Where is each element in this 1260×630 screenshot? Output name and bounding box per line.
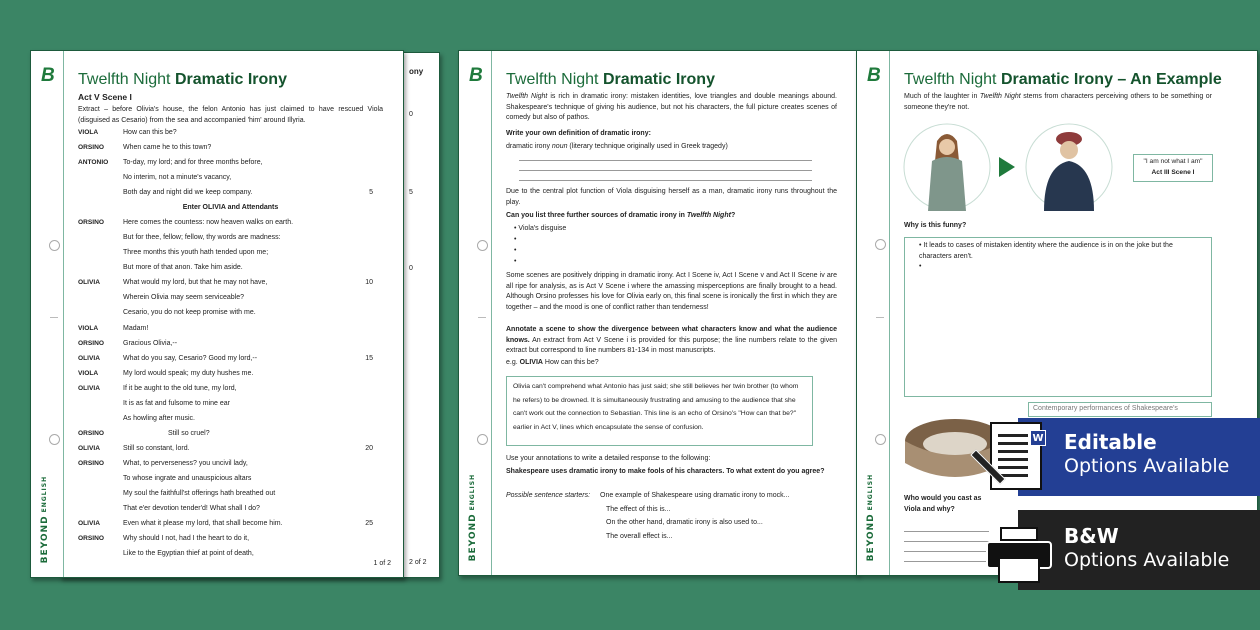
line-text: What, to perverseness? you uncivil lady, [123,459,248,467]
line-text: To-day, my lord; and for three months before, [123,159,263,167]
example-line: e.g. OLIVIA How can this be? [506,359,599,366]
beyond-logo-icon: B [41,65,55,86]
play-line [78,430,383,445]
sources-question: Can you list three further sources of dramatic irony in Twelfth Night? [506,212,736,219]
quote-bubble [1133,154,1213,182]
line-text: Wherein Olivia may seem serviceable? [123,294,244,302]
list-item: • It leads to cases of mistaken identity where the audience is in on the joke but the characters aren't. [919,242,1173,260]
word-letter: W [1030,430,1046,446]
punch-hole [49,434,60,445]
paragraph: Some scenes are positively dripping in dramatic irony. Act I Scene iv, Act I Scene v and Act II Scene iv are all ripe for analysis, as is Act V Scene i where the amassing misperceptions are finally brought to a head. Although Orsino professes his love for Olivia early on, this final scene is ironically the first in which they are together – and the mood is one of conflict rather than tenderness! [506,272,837,311]
speaker-name: VIOLA [78,369,99,377]
play-line [78,340,383,355]
sources-list [514,224,566,268]
margin-line [63,51,64,577]
punch-hole [477,240,488,251]
olivia-illustration [904,124,990,211]
annotate-instruction: Annotate a scene to show the divergence between what characters know and what the audience knows. An extract from Act V Scene i is provided for this purpose; the line numbers relate to the given extract but correspond to line numbers 81-134 in most manuscripts. [506,326,837,354]
play-line [78,234,383,249]
play-line [78,189,383,204]
line-text: To whose ingrate and unauspicious altars [123,474,252,482]
play-line [78,550,383,565]
answer-line[interactable] [519,160,812,161]
line-text: What would my lord, but that he may not have, [123,279,268,287]
answer-line[interactable] [904,561,989,562]
intro-paragraph: Twelfth Night is rich in dramatic irony: mistaken identities, love triangles and double meanings abound. Shakespeare's technique of giving his audience, but not his characters, the full picture creates scenes of comedy but also of pathos. [506,93,837,121]
definition-question: Write your own definition of dramatic irony: [506,130,651,137]
speaker-name: VIOLA [78,324,99,332]
play-line [78,129,383,144]
speaker-name: OLIVIA [78,384,100,392]
line-number: 20 [365,444,373,452]
beyond-logo-icon: B [867,65,881,86]
answer-line[interactable] [904,551,989,552]
page-number: 1 of 2 [373,560,391,567]
line-text: That e'er devotion tender'd! What shall I do? [123,505,260,512]
brand-label: BEYONDENGLISH [866,473,876,561]
extract-intro: Extract – before Olivia's house, the felon Antonio has just claimed to have rescued Viola (disguised as Cesario) from the sea and accompanied 'him' around Illyria. [78,106,383,124]
line-number: 10 [365,279,373,287]
play-line [78,174,383,189]
paragraph: Due to the central plot function of Viola disguising herself as a man, dramatic irony runs throughout the play. [506,188,837,206]
list-item[interactable]: • [514,258,517,265]
definition-prompt: dramatic irony noun (literary technique originally used in Greek tragedy) [506,143,728,150]
beyond-logo-icon: B [469,65,483,86]
speaker-name: ORSINO [78,429,105,437]
back-page-number: 2 of 2 [409,559,427,566]
character-illustrations [902,123,1172,213]
back-title-fragment: ony [409,67,424,76]
play-line [78,370,383,385]
play-line [78,385,383,400]
back-line-number: 0 [409,265,413,272]
line-text: Still so cruel? [168,429,210,437]
punch-hole [875,239,886,250]
bw-options-badge[interactable] [1018,510,1260,590]
list-item: • [919,263,922,270]
line-number: 25 [365,520,373,528]
line-text: What do you say, Cesario? Good my lord,-- [123,354,258,362]
line-text: How can this be? [123,129,177,136]
line-text: Madam! [123,324,149,332]
play-line [78,355,383,370]
list-item[interactable]: • [514,236,517,243]
play-line [78,415,383,430]
answer-box[interactable] [904,237,1212,397]
editable-options-badge[interactable] [1018,418,1260,496]
arrow-right-icon [999,157,1015,177]
speaker-name: OLIVIA [78,444,100,452]
line-text: When came he to this town? [123,144,212,152]
line-text: Here comes the countess: now heaven walks on earth. [123,219,294,227]
margin-line [889,51,890,575]
play-line [78,144,383,159]
line-text: Three months this youth hath tended upon me; [123,249,269,257]
fold-mark [876,317,884,318]
bw-title: B&W [1064,524,1119,548]
quote-reference: Act III Scene I [1151,169,1195,176]
quote-text: "I am not what I am" [1143,158,1203,165]
essay-question: Shakespeare uses dramatic irony to make fools of his characters. To what extent do you agree? [506,468,825,475]
speaker-name: ORSINO [78,535,105,543]
speaker-name: VIOLA [78,129,99,136]
speaker-name: ORSINO [78,144,105,152]
play-line [78,535,383,550]
margin-line [491,51,492,575]
line-text: But for thee, fellow; fellow, thy words are madness: [123,234,281,242]
fold-mark [478,317,486,318]
play-line [78,400,383,415]
side-text-box: Contemporary performances of Shakespeare's [1028,402,1212,417]
casting-question: Who would you cast as Viola and why? [904,495,982,513]
page-title: Twelfth Night Dramatic Irony – An Example [904,71,1222,88]
line-text: As howling after music. [123,414,195,422]
speaker-name: OLIVIA [78,354,100,362]
play-line [78,475,383,490]
speaker-name: ORSINO [78,339,105,347]
play-line [78,445,383,460]
speaker-name: ORSINO [78,459,105,467]
line-text: Still so constant, lord. [123,444,190,452]
scene-heading: Act V Scene I [78,92,132,102]
document-page-questions [458,50,858,576]
line-number: 5 [369,189,373,197]
editable-subtitle: Options Available [1064,455,1230,477]
speaker-name: OLIVIA [78,279,100,287]
page-title: Twelfth Night Dramatic Irony [78,71,287,88]
line-text: My lord would speak; my duty hushes me. [123,369,254,377]
answer-line[interactable] [519,180,812,181]
line-number: 15 [365,354,373,362]
brand-label: BEYONDENGLISH [40,475,50,563]
play-line [78,490,383,505]
cesario-illustration [1026,124,1112,211]
play-line [78,460,383,475]
line-text: Like to the Egyptian thief at point of death, [123,550,254,558]
punch-hole [875,434,886,445]
stage-direction: Enter OLIVIA and Attendants [182,204,279,212]
play-line [78,264,383,279]
play-line [78,279,383,294]
play-line [78,249,383,264]
line-text: If it be aught to the old tune, my lord, [123,384,237,392]
answer-line[interactable] [519,170,812,171]
answer-line[interactable] [904,531,989,532]
play-line [78,159,383,174]
line-text: It is as fat and fulsome to mine ear [123,399,230,407]
line-text: Even what it please my lord, that shall become him. [123,520,283,528]
play-line [78,219,383,234]
line-text: But more of that anon. Take him aside. [123,264,243,272]
funny-question: Why is this funny? [904,222,967,229]
sentence-starters: Possible sentence starters: One example of Shakespeare using dramatic irony to mock... The effect of this is... On the other hand, dramatic irony is also used to... The overall effect is... [506,492,790,540]
line-text: Gracious Olivia,-- [123,339,178,347]
punch-hole [477,434,488,445]
play-line [78,505,383,520]
speaker-name: ANTONIO [78,159,109,167]
back-line-number: 0 [409,111,413,118]
speaker-name: ORSINO [78,219,105,227]
line-text: Both day and night did we keep company. [123,189,253,197]
play-line [78,309,383,324]
fold-mark [50,317,58,318]
list-item[interactable]: • [514,247,517,254]
document-page-example [856,50,1258,576]
play-line [78,294,383,309]
line-text: My soul the faithfull'st offerings hath breathed out [123,489,276,497]
example-annotation-box: Olivia can't comprehend what Antonio has just said; she still believes her twin brother (to whom he refers) to be drowned. It is simultaneously frustrating and amusing to the audience that she can't work out the connection to Sebastian. This line is an echo of Orsino's "How can that be?" earlier in Act V, lines which encapsulate the sense of confusion. [506,376,813,446]
document-page-extract [30,50,404,578]
list-item[interactable]: • Viola's disguise [514,225,567,232]
intro-paragraph: Much of the laughter in Twelfth Night stems from characters perceiving others to be something or someone they're not. [904,93,1212,111]
word-document-icon [990,422,1042,490]
answer-line[interactable] [904,541,989,542]
editable-title: Editable [1064,430,1157,454]
brand-label: BEYONDENGLISH [468,473,478,561]
line-text: Why should I not, had I the heart to do it, [123,535,250,543]
page-title: Twelfth Night Dramatic Irony [506,71,715,88]
play-line [78,325,383,340]
printer-icon [986,527,1052,585]
punch-hole [49,240,60,251]
speaker-name: OLIVIA [78,520,100,528]
play-line [78,520,383,535]
bw-subtitle: Options Available [1064,549,1230,571]
line-text: Cesario, you do not keep promise with me. [123,309,256,317]
line-text: No interim, not a minute's vacancy, [123,174,232,182]
back-line-number: 5 [409,189,413,196]
paragraph: Use your annotations to write a detailed response to the following: [506,455,711,462]
